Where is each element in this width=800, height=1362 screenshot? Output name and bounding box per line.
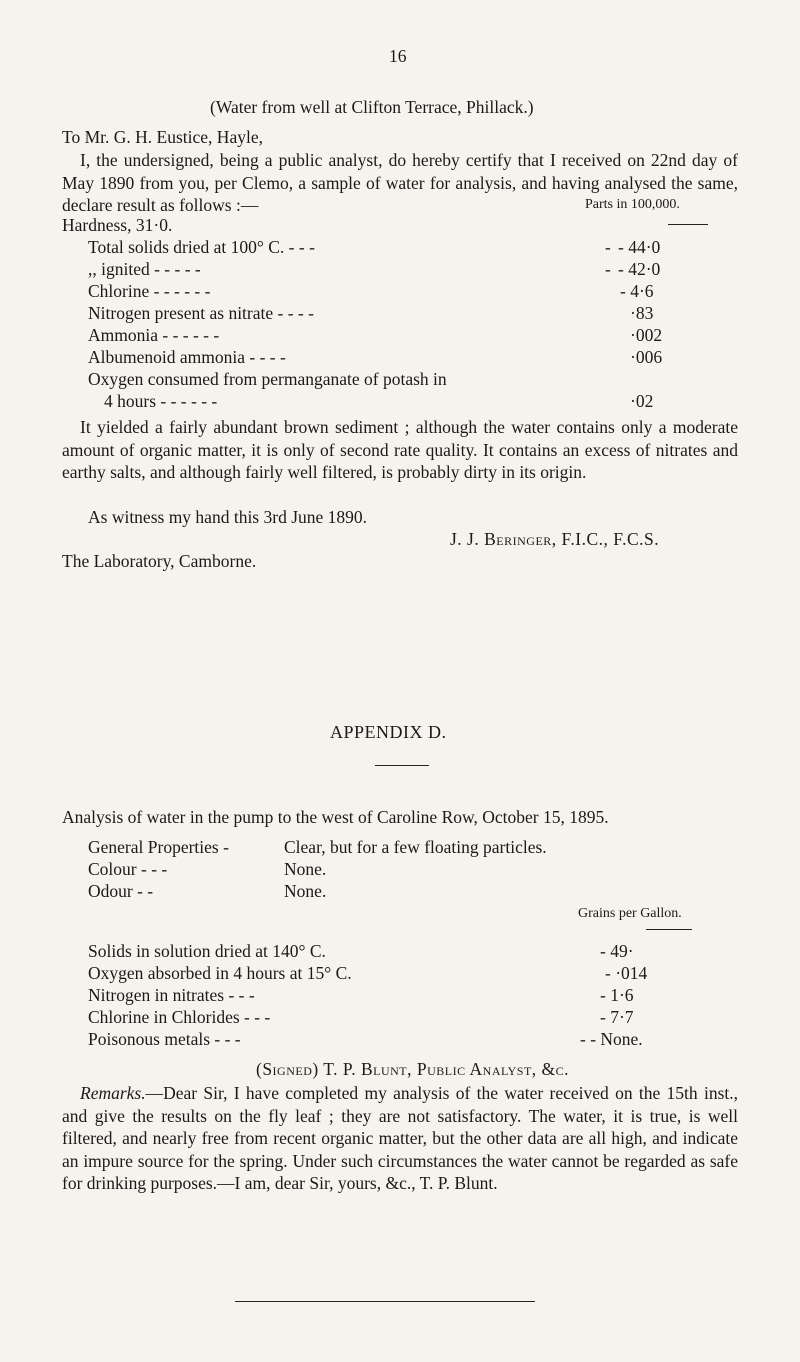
signed-line: (Signed) T. P. Blunt, Public Analyst, &c.	[256, 1059, 570, 1079]
remarks-text	[62, 1082, 738, 1195]
property-label: Odour - -	[88, 881, 154, 901]
table1-row-leader: -	[605, 237, 611, 257]
appendix-heading: APPENDIX D.	[330, 722, 447, 742]
property-value: None.	[284, 881, 327, 901]
footer-rule	[235, 1301, 535, 1302]
table2-row-value: - - None.	[580, 1029, 643, 1049]
property-value: Clear, but for a few floating particles.	[284, 837, 547, 857]
units-rule-2	[646, 929, 692, 930]
appendix-intro: Analysis of water in the pump to the west of Caroline Row, October 15, 1895.	[62, 807, 609, 827]
table1-row-label: Chlorine - - - - - -	[88, 281, 211, 301]
table1-row-value: ·006	[630, 347, 663, 367]
table1-row-label: Oxygen consumed from permanganate of potash in	[88, 369, 447, 389]
appendix-rule	[375, 765, 429, 766]
table2-row-label: Chlorine in Chlorides - - -	[88, 1007, 271, 1027]
table1-row-value: - 4·6	[620, 281, 654, 301]
page-number: 16	[389, 46, 407, 66]
table1-row-label: Ammonia - - - - - -	[88, 325, 220, 345]
remarks-paragraph	[62, 1082, 738, 1195]
property-label: General Properties -	[88, 837, 229, 857]
laboratory: The Laboratory, Camborne.	[62, 551, 257, 571]
units-label-2: Grains per Gallon.	[578, 906, 682, 921]
table2-row-label: Poisonous metals - - -	[88, 1029, 241, 1049]
signature: J. J. Beringer, F.I.C., F.C.S.	[450, 529, 660, 549]
table2-row-label: Oxygen absorbed in 4 hours at 15° C.	[88, 963, 352, 983]
table1-row-value: ·02	[630, 391, 654, 411]
witness-line: As witness my hand this 3rd June 1890.	[88, 507, 368, 527]
table1-row-value: ·002	[630, 325, 663, 345]
table2-row-label: Solids in solution dried at 140° C.	[88, 941, 326, 961]
table2-row-value: - 49·	[600, 941, 634, 961]
table1-row-label: Albumenoid ammonia - - - -	[88, 347, 286, 367]
remarks-body: —Dear Sir, I have completed my analysis of the water received on the 15th inst., and give the results on the fly leaf ; they are not satisfactory. The water, it is true, is well filtered, and nearly free from recent organic matter, but the other data are all high, and indicate an impure source for the spring. Under such circumstances the water cannot be regarded as safe for drinking purposes.—I am, dear Sir, yours, &c., T. P. Blunt.	[62, 1083, 738, 1193]
table1-row-label: Total solids dried at 100° C. - - -	[88, 237, 315, 257]
table1-row-value: ·83	[630, 303, 654, 323]
section1-heading: (Water from well at Clifton Terrace, Phillack.)	[210, 97, 534, 117]
units-label: Parts in 100,000.	[585, 197, 680, 212]
table1-row-label: ,, ignited - - - - -	[88, 259, 201, 279]
table2-row-label: Nitrogen in nitrates - - -	[88, 985, 255, 1005]
observations-paragraph	[62, 416, 738, 484]
table1-row-value: - 44·0	[618, 237, 661, 257]
table2-row-value: - 7·7	[600, 1007, 634, 1027]
property-label: Colour - - -	[88, 859, 168, 879]
remarks-label: Remarks.	[80, 1083, 146, 1103]
property-value: None.	[284, 859, 327, 879]
units-rule	[668, 224, 708, 225]
observations-text: It yielded a fairly abundant brown sediment ; although the water contains only a moderate amount of organic matter, it is only of second rate quality. It contains an excess of nitrates and earthy salts, and although fairly well filtered, is probably dirty in its origin.	[62, 417, 738, 482]
table2-row-value: - ·014	[605, 963, 648, 983]
table2-row-value: - 1·6	[600, 985, 634, 1005]
addressee: To Mr. G. H. Eustice, Hayle,	[62, 127, 263, 147]
table1-row-label-cont: 4 hours - - - - - -	[104, 391, 218, 411]
table1-row-label: Nitrogen present as nitrate - - - -	[88, 303, 314, 323]
hardness-line: Hardness, 31·0.	[62, 215, 173, 235]
table1-row-value: - 42·0	[618, 259, 661, 279]
table1-row-leader: -	[605, 259, 611, 279]
certificate-text: I, the undersigned, being a public analyst, do hereby certify that I received on 22nd day of May 1890 from you, per Clemo, a sample of water for analysis, and having analysed the same, declare result as follows :—	[62, 150, 738, 215]
